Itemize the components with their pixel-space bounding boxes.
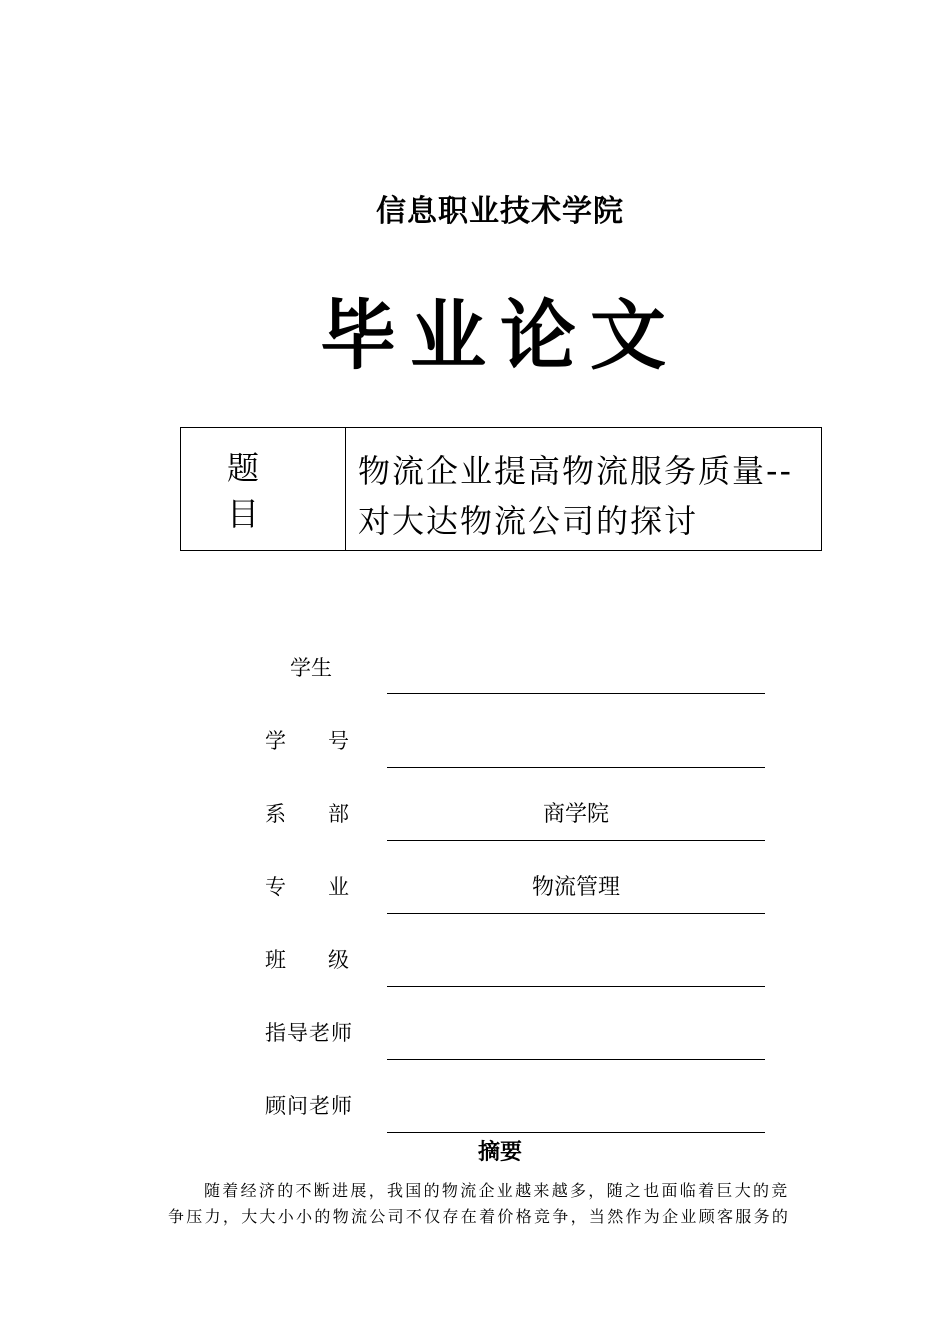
advisor-label: 指导老师	[265, 1021, 353, 1045]
abstract-line: 随着经济的不断进展，我国的物流企业越来越多，随之也面临着巨大的竞	[204, 1181, 790, 1200]
institution-name: 信息职业技术学院	[376, 194, 624, 229]
thesis-title-value: 物流企业提高物流服务质量-- 对大达物流公司的探讨	[358, 452, 794, 540]
major-underline	[387, 913, 765, 914]
advisor-underline	[387, 1059, 765, 1060]
class-label: 班 级	[265, 948, 349, 972]
major-label: 专 业	[265, 875, 349, 899]
thesis-title-table	[180, 427, 822, 551]
document-type-heading: 毕业论文	[320, 291, 680, 380]
major-value: 物流管理	[531, 875, 620, 900]
abstract-body	[168, 1178, 833, 1230]
thesis-title-label: 题目	[181, 428, 346, 550]
student-id-underline	[387, 767, 765, 768]
department-value: 商学院	[542, 802, 609, 827]
info-row-consultant	[0, 1086, 950, 1126]
info-row-student-id	[0, 721, 950, 761]
info-row-class	[0, 940, 950, 980]
info-row-major	[0, 867, 950, 907]
student-id-label: 学 号	[265, 729, 349, 753]
abstract-line: 争压力，大大小小的物流公司不仅存在着价格竞争，当然作为企业顾客服务的	[168, 1207, 791, 1226]
info-row-department	[0, 794, 950, 834]
info-row-advisor	[0, 1013, 950, 1053]
consultant-underline	[387, 1132, 765, 1133]
student-underline	[387, 693, 765, 694]
student-label: 学生	[290, 656, 332, 680]
class-underline	[387, 986, 765, 987]
department-label: 系 部	[265, 802, 349, 826]
abstract-heading: 摘要	[477, 1140, 522, 1165]
department-underline	[387, 840, 765, 841]
consultant-label: 顾问老师	[265, 1094, 353, 1118]
info-row-student	[0, 648, 950, 688]
